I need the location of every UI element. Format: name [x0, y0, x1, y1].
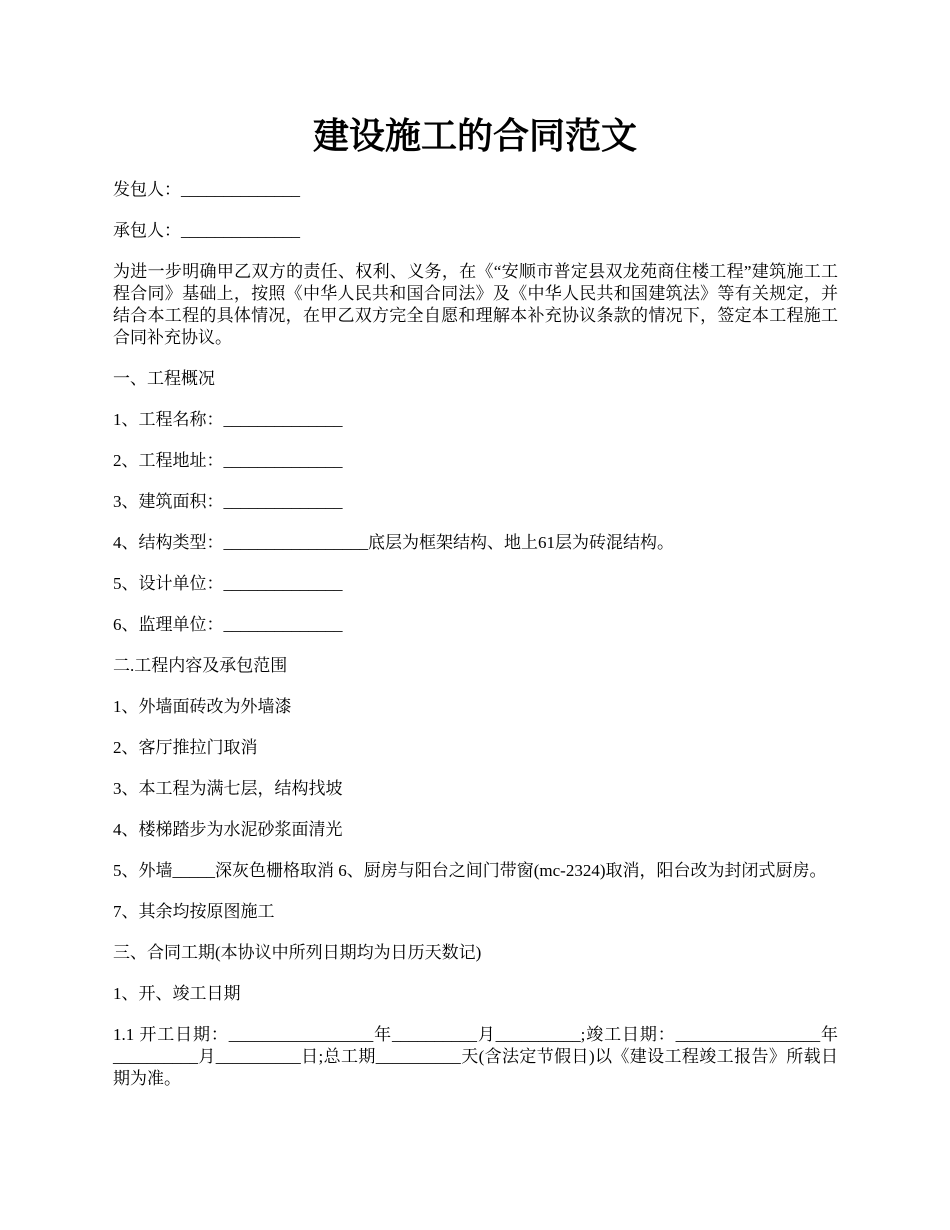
paragraph-contractor: 承包人：______________	[113, 221, 300, 240]
section-heading-schedule: 三、合同工期(本协议中所列日期均为日历天数记)	[113, 943, 482, 962]
list-item: 1.1 开工日期：_________________年__________月__________;竣工日期：_________________年__________月__________日;总工期__________天(含法定节假日)以《建设工程竣工报告》所载日期为准。	[113, 1025, 838, 1088]
paragraph-preamble: 为进一步明确甲乙双方的责任、权利、义务，在《“安顺市普定县双龙苑商住楼工程”建筑施工工程合同》基础上，按照《中华人民共和国合同法》及《中华人民共和国建筑法》等有关规定，并结合本工程的具体情况，在甲乙双方完全自愿和理解本补充协议条款的情况下，签定本工程施工合同补充协议。	[113, 262, 838, 347]
list-item: 3、建筑面积：______________	[113, 492, 343, 511]
list-item: 2、工程地址：______________	[113, 451, 343, 470]
list-item: 7、其余均按原图施工	[113, 902, 275, 921]
paragraph-employer: 发包人：______________	[113, 180, 300, 199]
list-item: 1、工程名称：______________	[113, 410, 343, 429]
list-item: 6、监理单位：______________	[113, 615, 343, 634]
document-body	[113, 179, 838, 1109]
list-item: 3、本工程为满七层，结构找坡	[113, 779, 343, 798]
list-item: 5、设计单位：______________	[113, 574, 343, 593]
list-item: 5、外墙_____深灰色栅格取消 6、厨房与阳台之间门带窗(mc-2324)取消，阳台改为封闭式厨房。	[113, 861, 827, 880]
list-item: 4、结构类型：_________________底层为框架结构、地上61层为砖混结构。	[113, 533, 674, 552]
section-heading-scope: 二.工程内容及承包范围	[113, 656, 288, 675]
section-heading-overview: 一、工程概况	[113, 369, 215, 388]
list-item: 1、外墙面砖改为外墙漆	[113, 697, 292, 716]
document-title: 建设施工的合同范文	[312, 116, 637, 156]
list-item: 1、开、竣工日期	[113, 984, 241, 1003]
list-item: 2、客厅推拉门取消	[113, 738, 258, 757]
list-item: 4、楼梯踏步为水泥砂浆面清光	[113, 820, 343, 839]
